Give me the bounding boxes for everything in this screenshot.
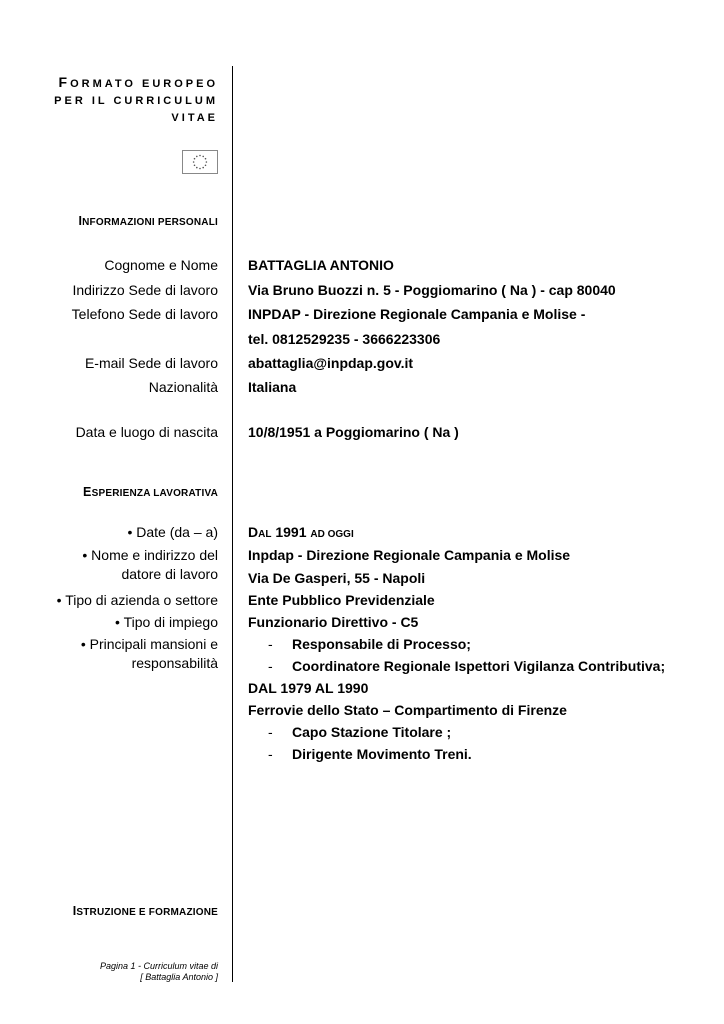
value-work-address: Via Bruno Buozzi n. 5 - Poggiomarino ( Na ) - cap 80040 — [248, 282, 616, 298]
format-title-line3: VITAE — [171, 112, 218, 124]
value-name: BATTAGLIA ANTONIO — [248, 257, 394, 273]
format-title-line2: PER IL CURRICULUM — [54, 95, 218, 107]
label-birth: Data e luogo di nascita — [75, 424, 218, 440]
section-education: ISTRUZIONE E FORMAZIONE — [72, 904, 218, 918]
value-dates: DAL 1991 AD OGGI — [248, 524, 354, 540]
value-work-office: INPDAP - Direzione Regionale Campania e Molise - — [248, 306, 586, 322]
label-nationality: Nazionalità — [148, 379, 218, 395]
label-work-phone: Telefono Sede di lavoro — [71, 306, 218, 322]
duty-item: - Capo Stazione Titolare ; — [268, 724, 452, 740]
label-sector: • Tipo di azienda o settore — [56, 592, 218, 608]
section-work-experience: ESPERIENZA LAVORATIVA — [83, 485, 218, 499]
value-work-phone: tel. 0812529235 - 3666223306 — [248, 331, 441, 347]
value-employer-address: Via De Gasperi, 55 - Napoli — [248, 570, 426, 586]
column-divider — [232, 66, 233, 982]
value-employment-type: Funzionario Direttivo - C5 — [248, 614, 419, 630]
value-nationality: Italiana — [248, 379, 297, 395]
label-dates: • Date (da – a) — [127, 524, 218, 540]
duty-item: - Coordinatore Regionale Ispettori Vigilanza Contributiva; — [268, 658, 666, 674]
label-employer: • Nome e indirizzo del datore di lavoro — [82, 547, 218, 582]
label-name: Cognome e Nome — [104, 257, 218, 273]
page-footer: Pagina 1 - Curriculum vitae di [ Battaglia Antonio ] — [99, 961, 218, 982]
label-work-address: Indirizzo Sede di lavoro — [72, 282, 218, 298]
section-personal-info: INFORMAZIONI PERSONALI — [78, 214, 218, 228]
label-work-email: E-mail Sede di lavoro — [84, 355, 218, 371]
value-sector: Ente Pubblico Previdenziale — [248, 592, 435, 608]
label-employment-type: • Tipo di impiego — [115, 614, 218, 630]
label-duties: • Principali mansioni e responsabilità — [80, 636, 218, 671]
format-title-line1: FORMATO EUROPEO — [58, 74, 218, 90]
duty-item: - Dirigente Movimento Treni. — [268, 746, 472, 762]
value-employer: Inpdap - Direzione Regionale Campania e Molise — [248, 547, 571, 563]
value-employer-2: Ferrovie dello Stato – Compartimento di Firenze — [248, 702, 567, 718]
value-birth: 10/8/1951 a Poggiomarino ( Na ) — [248, 424, 459, 440]
format-title — [54, 74, 218, 127]
duty-item: - Responsabile di Processo; — [268, 636, 471, 652]
value-work-email: abattaglia@inpdap.gov.it — [248, 355, 414, 371]
value-period-2: DAL 1979 AL 1990 — [248, 680, 369, 696]
eu-flag-icon — [182, 150, 218, 174]
